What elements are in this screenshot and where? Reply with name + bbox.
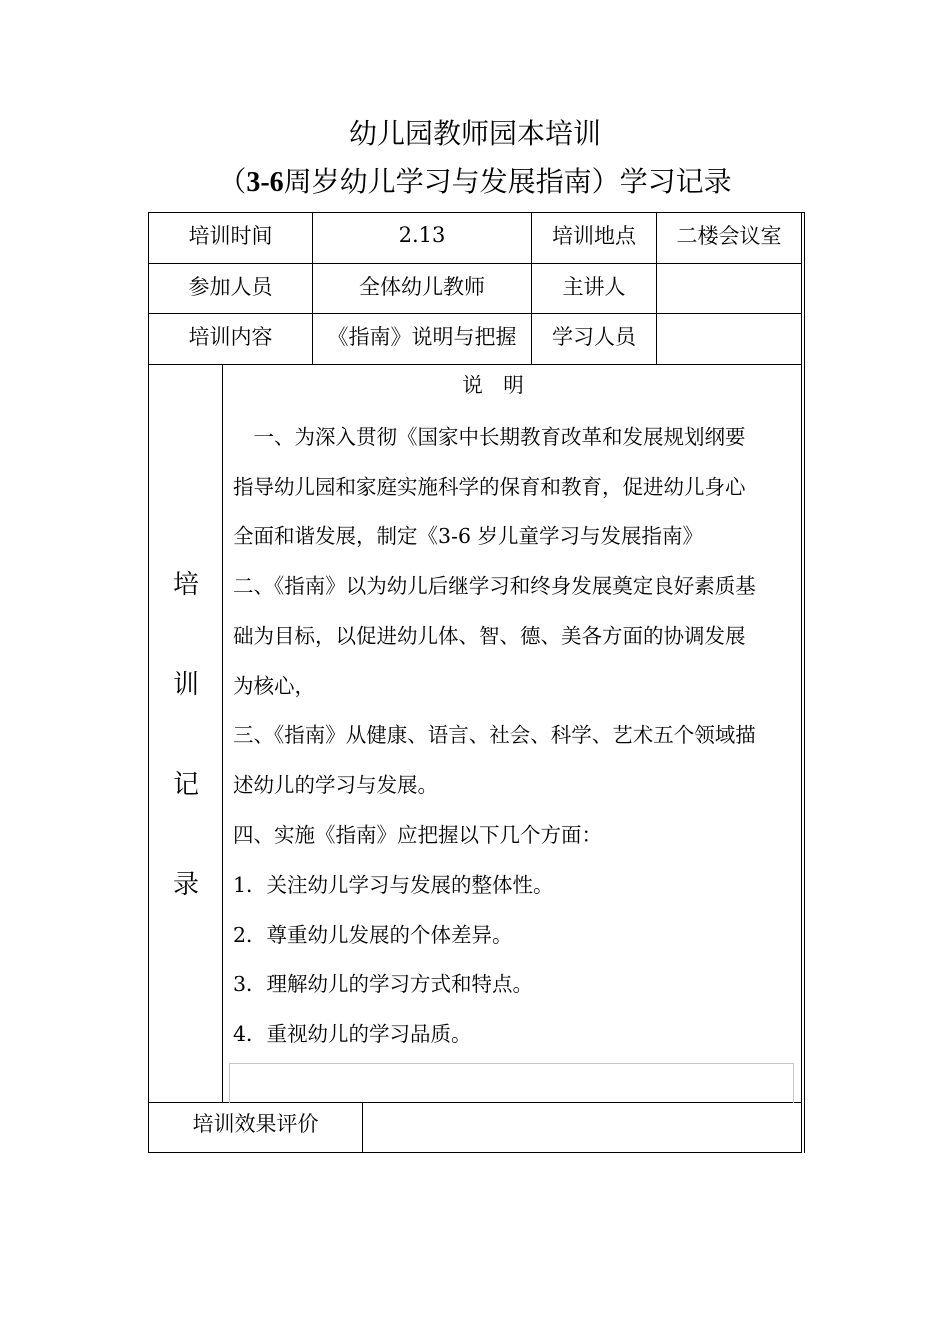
cell-speaker-value [657, 264, 801, 308]
cell-learners-value [657, 314, 801, 358]
cell-speaker-label: 主讲人 [562, 275, 626, 299]
record-line: 全面和谐发展，制定《3-6 岁儿童学习与发展指南》 [233, 524, 704, 548]
cell-learners-label: 学习人员 [552, 325, 636, 349]
cell-evaluation-value [363, 1103, 801, 1143]
record-line: 二、《指南》以为幼儿后继学习和终身发展奠定良好素质基 [233, 574, 756, 598]
subtitle-age-range: 3-6 [246, 167, 284, 198]
cell-training-location-value: 二楼会议室 [676, 224, 782, 248]
cell-participants-label: 参加人员 [188, 275, 273, 299]
record-line: 4．重视幼儿的学习品质。 [233, 1022, 472, 1046]
record-line: 1．关注幼儿学习与发展的整体性。 [233, 873, 554, 897]
record-line: 3．理解幼儿的学习方式和特点。 [233, 972, 534, 996]
record-line: 述幼儿的学习与发展。 [233, 773, 438, 797]
cell-training-location-label: 培训地点 [552, 224, 636, 248]
cell-training-content-label: 培训内容 [188, 325, 273, 349]
record-inner-box [229, 1063, 794, 1103]
record-side-char: 培 [172, 570, 199, 600]
record-line: 一、为深入贯彻《国家中长期教育改革和发展规划纲要 [233, 425, 746, 449]
record-heading: 说 明 [462, 373, 524, 397]
cell-training-time-value: 2.13 [398, 223, 446, 247]
subtitle-open-paren: （ [218, 165, 247, 198]
record-line: 四、实施《指南》应把握以下几个方面： [233, 823, 602, 847]
document-subtitle [0, 160, 950, 200]
cell-training-content-value: 《指南》说明与把握 [327, 325, 517, 349]
record-line: 三、《指南》从健康、语言、社会、科学、艺术五个领域描 [233, 723, 756, 747]
record-side-char: 录 [172, 870, 199, 900]
document-title: 幼儿园教师园本培训 [348, 117, 601, 150]
record-line: 为核心， [233, 674, 315, 698]
record-side-char: 训 [172, 670, 199, 700]
record-side-char: 记 [172, 770, 199, 800]
cell-evaluation-label: 培训效果评价 [192, 1112, 319, 1136]
subtitle-text: 周岁幼儿学习与发展指南）学习记录 [283, 165, 732, 198]
record-line: 指导幼儿园和家庭实施科学的保育和教育，促进幼儿身心 [233, 475, 746, 499]
cell-participants-value: 全体幼儿教师 [359, 275, 485, 299]
record-line: 础为目标，以促进幼儿体、智、德、美各方面的协调发展 [233, 624, 746, 648]
record-line: 2．尊重幼儿发展的个体差异。 [233, 923, 513, 947]
cell-training-time-label: 培训时间 [188, 224, 273, 248]
